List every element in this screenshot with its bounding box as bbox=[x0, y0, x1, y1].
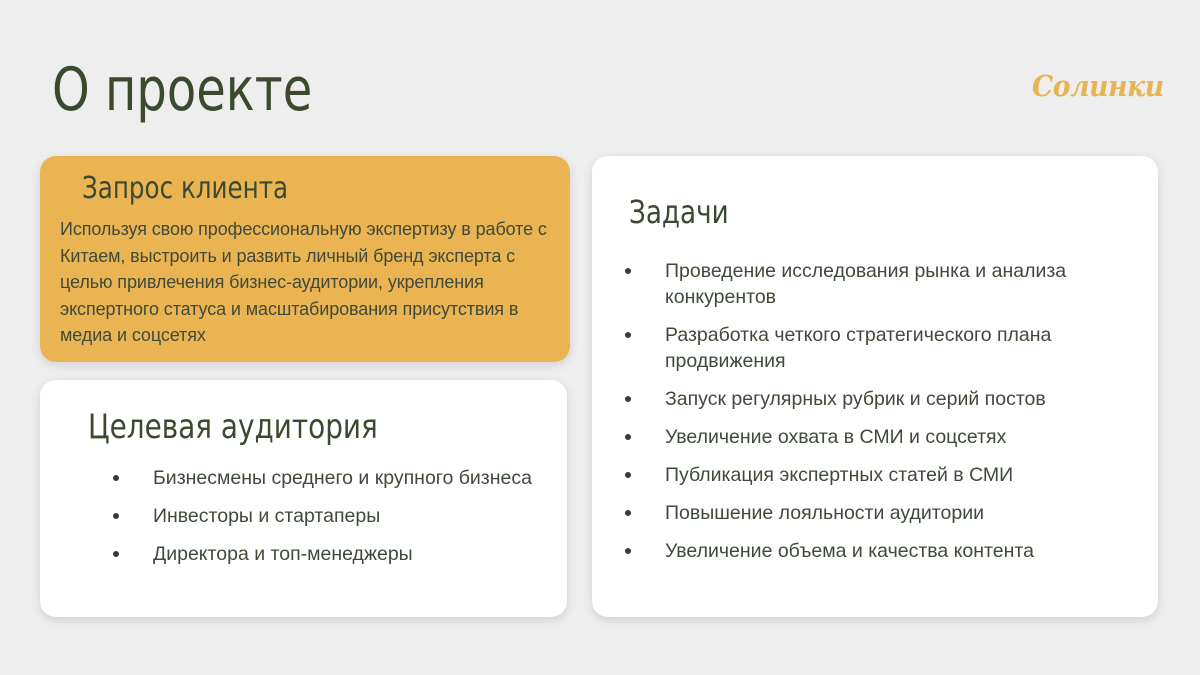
target-audience-list bbox=[113, 465, 543, 579]
list-item-text: Увеличение объема и качества контента bbox=[665, 540, 1034, 562]
tasks-card bbox=[592, 156, 1158, 617]
list-item-text: Проведение исследования рынка и анализа конкурентов bbox=[665, 260, 1067, 308]
bullet-icon bbox=[625, 510, 631, 516]
bullet-icon bbox=[113, 551, 119, 557]
list-item bbox=[625, 424, 1125, 450]
list-item-text: Запуск регулярных рубрик и серий постов bbox=[665, 388, 1046, 410]
bullet-icon bbox=[625, 396, 631, 402]
bullet-icon bbox=[113, 475, 119, 481]
list-item bbox=[625, 538, 1125, 564]
tasks-list bbox=[625, 258, 1125, 576]
list-item bbox=[113, 503, 543, 529]
bullet-icon bbox=[625, 268, 631, 274]
list-item-text: Директора и топ-менеджеры bbox=[153, 543, 413, 565]
bullet-icon bbox=[625, 332, 631, 338]
client-request-heading: Запрос клиента bbox=[82, 171, 289, 206]
brand-logo: Солинки bbox=[1032, 69, 1164, 103]
list-item-text: Инвесторы и стартаперы bbox=[153, 505, 381, 527]
list-item bbox=[625, 322, 1125, 374]
list-item-text: Разработка четкого стратегического плана продвижения bbox=[665, 324, 1052, 372]
bullet-icon bbox=[625, 434, 631, 440]
list-item-text: Увеличение охвата в СМИ и соцсетях bbox=[665, 426, 1007, 448]
list-item bbox=[113, 541, 543, 567]
list-item bbox=[625, 462, 1125, 488]
bullet-icon bbox=[625, 548, 631, 554]
list-item-text: Повышение лояльности аудитории bbox=[665, 502, 984, 524]
list-item bbox=[113, 465, 543, 491]
list-item-text: Публикация экспертных статей в СМИ bbox=[665, 464, 1014, 486]
list-item-text: Бизнесмены среднего и крупного бизнеса bbox=[153, 467, 532, 489]
bullet-icon bbox=[113, 513, 119, 519]
client-request-text: Используя свою профессиональную экспертизу в работе с Китаем, выстроить и развить личный бренд эксперта с целью привлечения бизнес-аудитории, укрепления экспертного статуса и масштабирования присутствия в медиа и соцсетях bbox=[60, 219, 547, 345]
page-title: О проекте bbox=[52, 55, 313, 125]
target-audience-heading: Целевая аудитория bbox=[88, 407, 378, 447]
list-item bbox=[625, 386, 1125, 412]
target-audience-card bbox=[40, 380, 567, 617]
list-item bbox=[625, 500, 1125, 526]
tasks-heading: Задачи bbox=[629, 193, 729, 231]
client-request-card bbox=[40, 156, 570, 362]
bullet-icon bbox=[625, 472, 631, 478]
list-item bbox=[625, 258, 1125, 310]
